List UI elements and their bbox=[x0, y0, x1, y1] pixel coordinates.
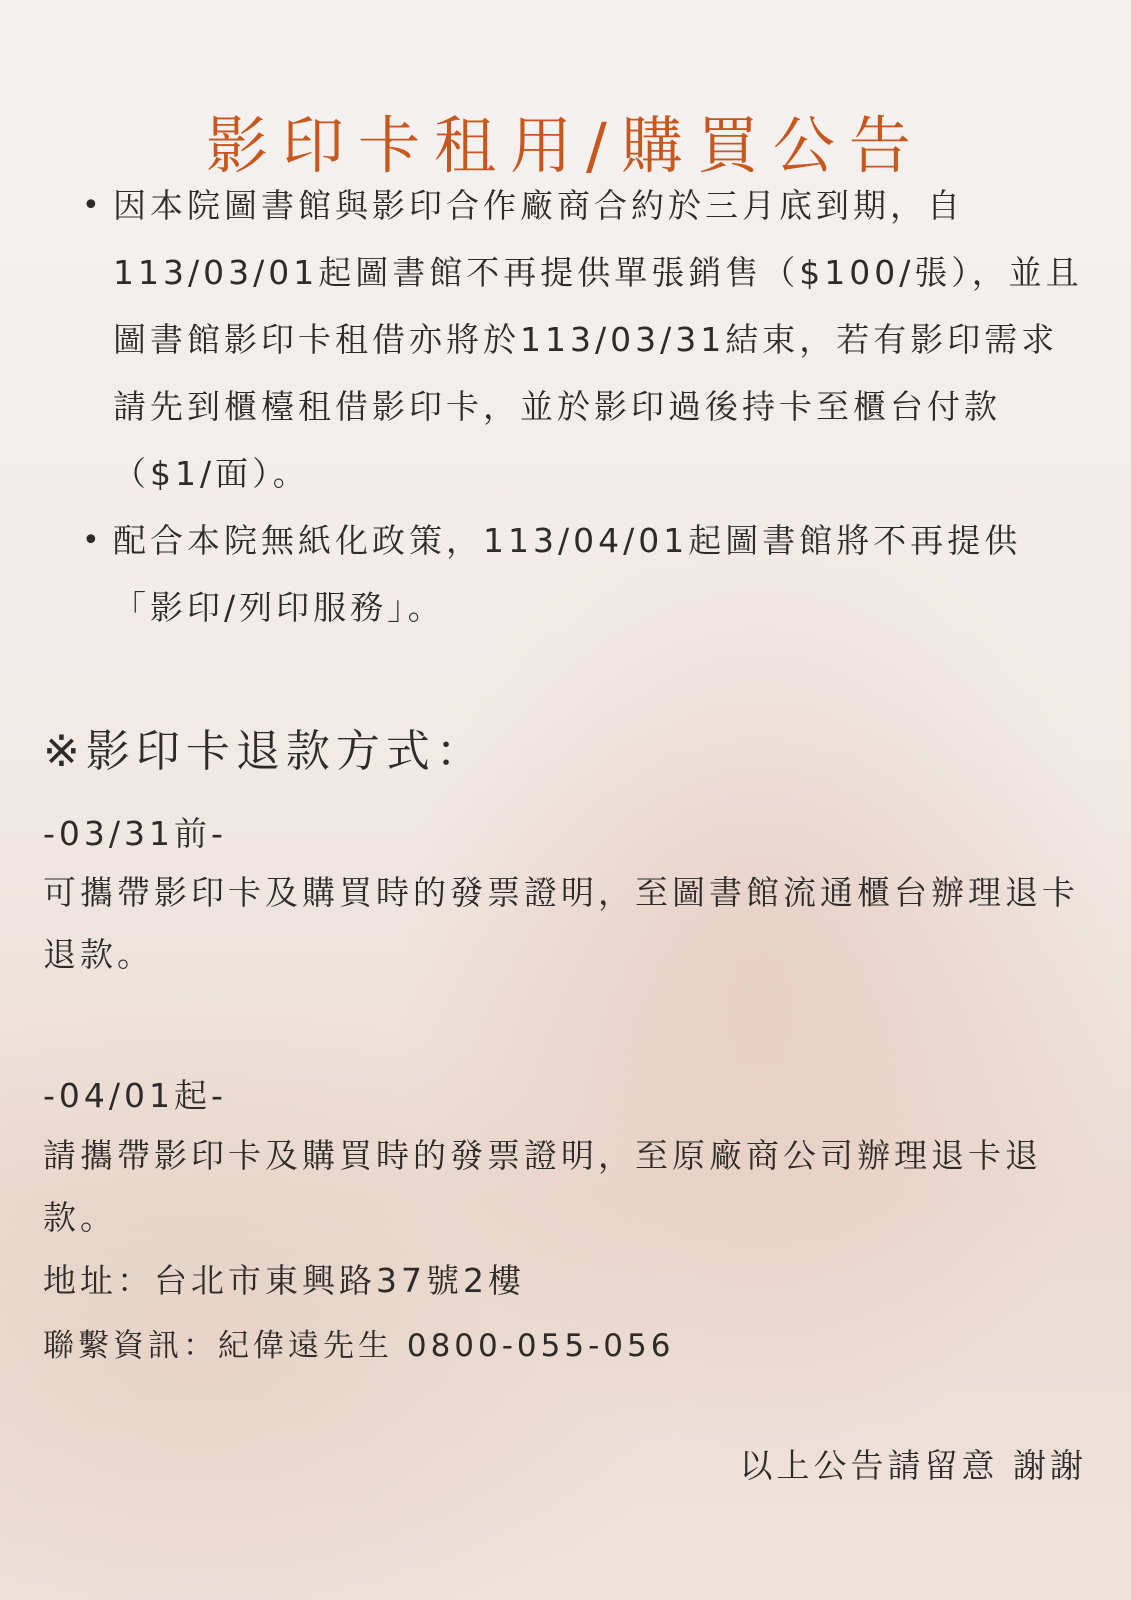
bullet-icon: • bbox=[82, 188, 104, 223]
notice-list bbox=[82, 172, 1092, 641]
refund-after-text: 請攜帶影印卡及購買時的發票證明，至原廠商公司辦理退卡退款。 bbox=[43, 1136, 1042, 1237]
page-title: 影印卡租用/購買公告 bbox=[206, 108, 925, 182]
bullet-icon: • bbox=[82, 523, 104, 558]
refund-after-label: -04/01起- bbox=[43, 1076, 227, 1115]
address-text: 地址：台北市東興路37號2樓 bbox=[43, 1261, 525, 1300]
list-item bbox=[82, 172, 1092, 507]
contact-info: 聯繫資訊：紀偉遠先生 0800-055-056 bbox=[43, 1328, 675, 1364]
closing-note: 以上公告請留意 謝謝 bbox=[739, 1446, 1087, 1485]
notice-text: 因本院圖書館與影印合作廠商合約於三月底到期，自113/03/01起圖書館不再提供單張銷售（$100/張），並且圖書館影印卡租借亦將於113/03/31結束，若有影印需求請先到櫃檯租借影印卡，並於影印過後持卡至櫃台付款（$1/面）。 bbox=[113, 186, 1083, 493]
notice-text: 配合本院無紙化政策，113/04/01起圖書館將不再提供「影印/列印服務」。 bbox=[113, 521, 1022, 627]
list-item bbox=[82, 507, 1092, 641]
refund-before-text: 可攜帶影印卡及購買時的發票證明，至圖書館流通櫃台辦理退卡退款。 bbox=[43, 873, 1079, 974]
refund-before-label: -03/31前- bbox=[43, 814, 227, 853]
refund-heading: ※影印卡退款方式： bbox=[43, 726, 486, 777]
